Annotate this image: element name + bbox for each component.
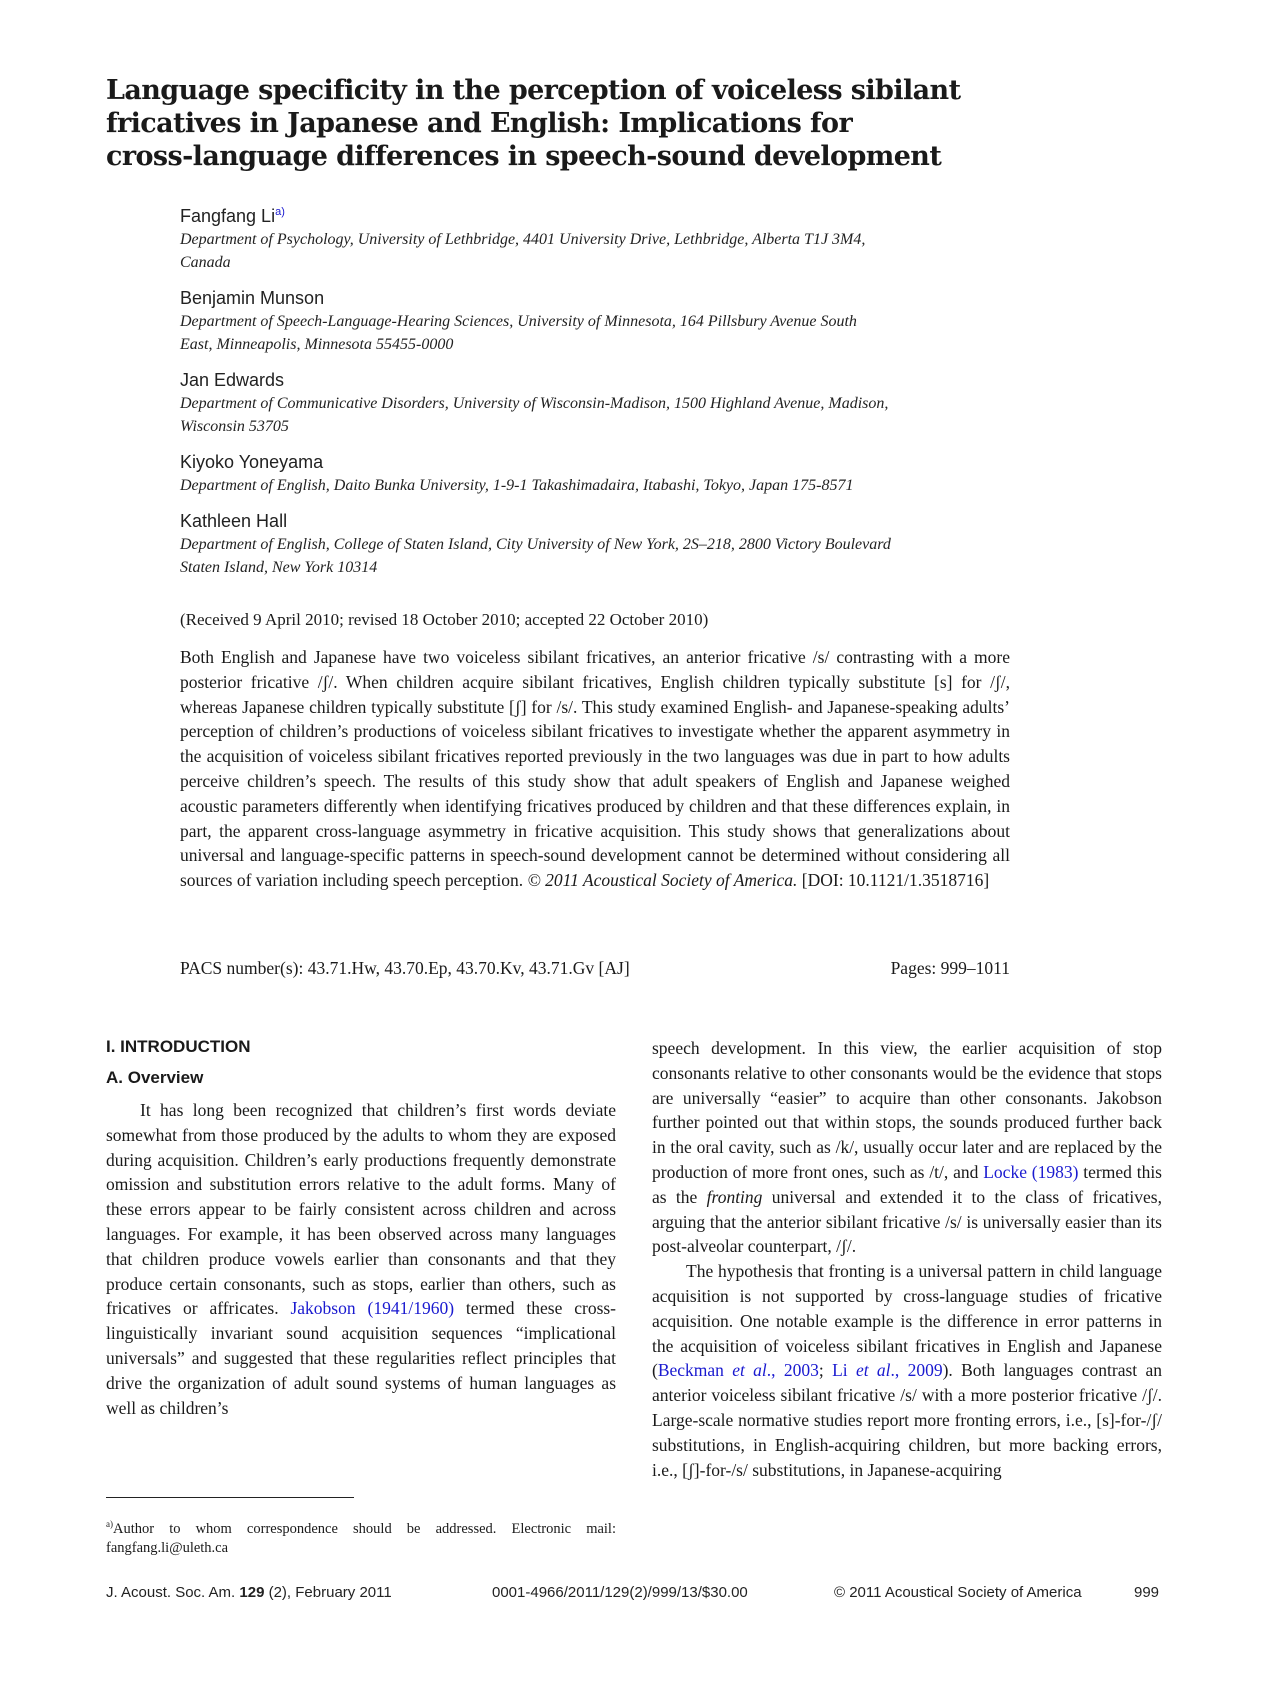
author-affiliation: East, Minneapolis, Minnesota 55455-0000 xyxy=(180,336,454,353)
author-affiliation: Canada xyxy=(180,254,231,271)
citation-link[interactable]: Jakobson (1941/1960) xyxy=(290,1298,455,1319)
paper-title xyxy=(106,74,1106,173)
author-block xyxy=(180,200,1020,274)
author-affiliation: Department of Psychology, University of Lethbridge, 4401 University Drive, Lethbridge, Alberta T1J 3M4, xyxy=(180,231,866,248)
author-affiliation: Department of Communicative Disorders, University of Wisconsin-Madison, 1500 Highland Avenue, Madison, xyxy=(180,395,889,412)
pacs-numbers: PACS number(s): 43.71.Hw, 43.70.Ep, 43.70.Kv, 43.71.Gv [AJ] xyxy=(180,958,630,978)
paragraph: speech development. In this view, the earlier acquisition of stop consonants relative to other consonants would be the evidence that stops are universally “easier” to acquire than other consonants. Jakobson further pointed out that within stops, the sounds produced further back in the oral cavity, such as /k/, usually occur later and are replaced by the production of more front ones, such as /t/, and Locke (1983) termed this as the fronting universal and extended it to the class of fricatives, arguing that the anterior sibilant fricative /s/ is universally easier than its post-alveolar counterpart, /ʃ/. xyxy=(652,1038,1162,1257)
author-block xyxy=(180,509,1020,579)
subsection-heading: A. Overview xyxy=(106,1068,204,1087)
footer-journal: J. Acoust. Soc. Am. 129 (2), February 2011 xyxy=(106,1584,392,1601)
page-range: Pages: 999–1011 xyxy=(890,958,1010,978)
author-name: Jan Edwards xyxy=(180,370,285,390)
author-block xyxy=(180,286,1020,356)
abstract-copyright: © 2011 Acoustical Society of America. xyxy=(527,870,798,891)
footnote xyxy=(106,1515,616,1558)
author-block xyxy=(180,368,1020,438)
author-affiliation: Wisconsin 53705 xyxy=(180,418,289,435)
right-column xyxy=(652,1036,1162,1482)
author-name: Benjamin Munson xyxy=(180,288,325,308)
title-line: fricatives in Japanese and English: Implications for xyxy=(106,108,853,139)
abstract-text: Both English and Japanese have two voiceless sibilant fricatives, an anterior fricative /s/ contrasting with a more posterior fricative /ʃ/. When children acquire sibilant fricatives, English children typically substitute [s] for /ʃ/, whereas Japanese children typically substitute [ʃ] for /s/. This study examined English- and Japanese-speaking adults’ perception of children’s productions of voiceless sibilant fricatives to investigate whether the apparent asymmetry in the acquisition of voiceless sibilant fricatives reported previously in the two languages was due in part to how adults perceive children’s speech. The results of this study show that adult speakers of English and Japanese weighed acoustic parameters differently when identifying fricatives produced by children and that these differences explain, in part, the apparent cross-language asymmetry in fricative acquisition. This study shows that generalizations about universal and language-specific patterns in speech-sound development cannot be determined without considering all sources of variation including speech perception. xyxy=(180,647,1010,891)
page-number: 999 xyxy=(1134,1584,1160,1601)
author-list xyxy=(180,200,1020,591)
footnote-text: Author to whom correspondence should be addressed. Electronic mail: fangfang.li@uleth.ca xyxy=(106,1520,616,1556)
received-dates: (Received 9 April 2010; revised 18 October 2010; accepted 22 October 2010) xyxy=(180,610,709,629)
author-affiliation: Department of English, Daito Bunka University, 1-9-1 Takashimadaira, Itabashi, Tokyo, Japan 175-8571 xyxy=(180,477,854,494)
author-affiliation: Staten Island, New York 10314 xyxy=(180,559,378,576)
footnote-marker: a) xyxy=(106,1519,113,1529)
paragraph: It has long been recognized that children’s first words deviate somewhat from those produced by the adults to whom they are exposed during acquisition. Children’s early productions frequently demonstrate omission and substitution errors relative to the adult forms. Many of these errors appear to be fairly consistent across children and across languages. For example, it has been observed across many languages that children produce vowels earlier than consonants and that they produce certain consonants, such as stops, earlier than others, such as fricatives or affricates. Jakobson (1941/1960) termed these cross-linguistically invariant sound acquisition sequences “implicational universals” and suggested that these regularities reflect principles that drive the organization of adult sound systems of human languages as well as children’s xyxy=(106,1100,617,1418)
paragraph: The hypothesis that fronting is a universal pattern in child language acquisition is not supported by cross-language studies of fricative acquisition. One notable example is the difference in error patterns in the acquisition of voiceless sibilant fricatives in English and Japanese (Beckman et al., 2003; Li et al., 2009). Both languages contrast an anterior voiceless sibilant fricative /s/ with a more posterior fricative /ʃ/. Large-scale normative studies report more fronting errors, i.e., [s]-for-/ʃ/ substitutions, in English-acquiring children, but more backing errors, i.e., [ʃ]-for-/s/ substitutions, in Japanese-acquiring xyxy=(652,1261,1162,1480)
doi: [DOI: 10.1121/1.3518716] xyxy=(801,870,990,891)
citation-link[interactable]: Locke (1983) xyxy=(983,1161,1079,1182)
author-affiliation: Department of Speech-Language-Hearing Sciences, University of Minnesota, 164 Pillsbury Avenue South xyxy=(180,313,857,330)
footer-code: 0001-4966/2011/129(2)/999/13/$30.00 xyxy=(492,1584,748,1601)
author-affiliation: Department of English, College of Staten Island, City University of New York, 2S–218, 2800 Victory Boulevard xyxy=(180,536,891,553)
abstract xyxy=(180,645,1010,893)
citation-link[interactable]: Beckman et al., 2003 xyxy=(657,1360,819,1381)
title-line: Language specificity in the perception of voiceless sibilant xyxy=(106,75,961,106)
footer-copyright: © 2011 Acoustical Society of America xyxy=(834,1584,1082,1601)
author-name: Kiyoko Yoneyama xyxy=(180,452,324,472)
left-column xyxy=(106,1036,616,1420)
author-name: Kathleen Hall xyxy=(180,511,288,531)
footnote-divider xyxy=(106,1497,354,1498)
section-heading: I. INTRODUCTION xyxy=(106,1037,251,1056)
author-block xyxy=(180,450,1020,497)
footnote-marker-link[interactable]: a) xyxy=(275,206,285,218)
citation-link[interactable]: Li et al., 2009 xyxy=(832,1360,943,1381)
author-name: Fangfang Li$^{a)}$ xyxy=(180,206,285,226)
pacs-row xyxy=(180,958,1010,979)
title-line: cross-language differences in speech-sound development xyxy=(106,141,942,172)
